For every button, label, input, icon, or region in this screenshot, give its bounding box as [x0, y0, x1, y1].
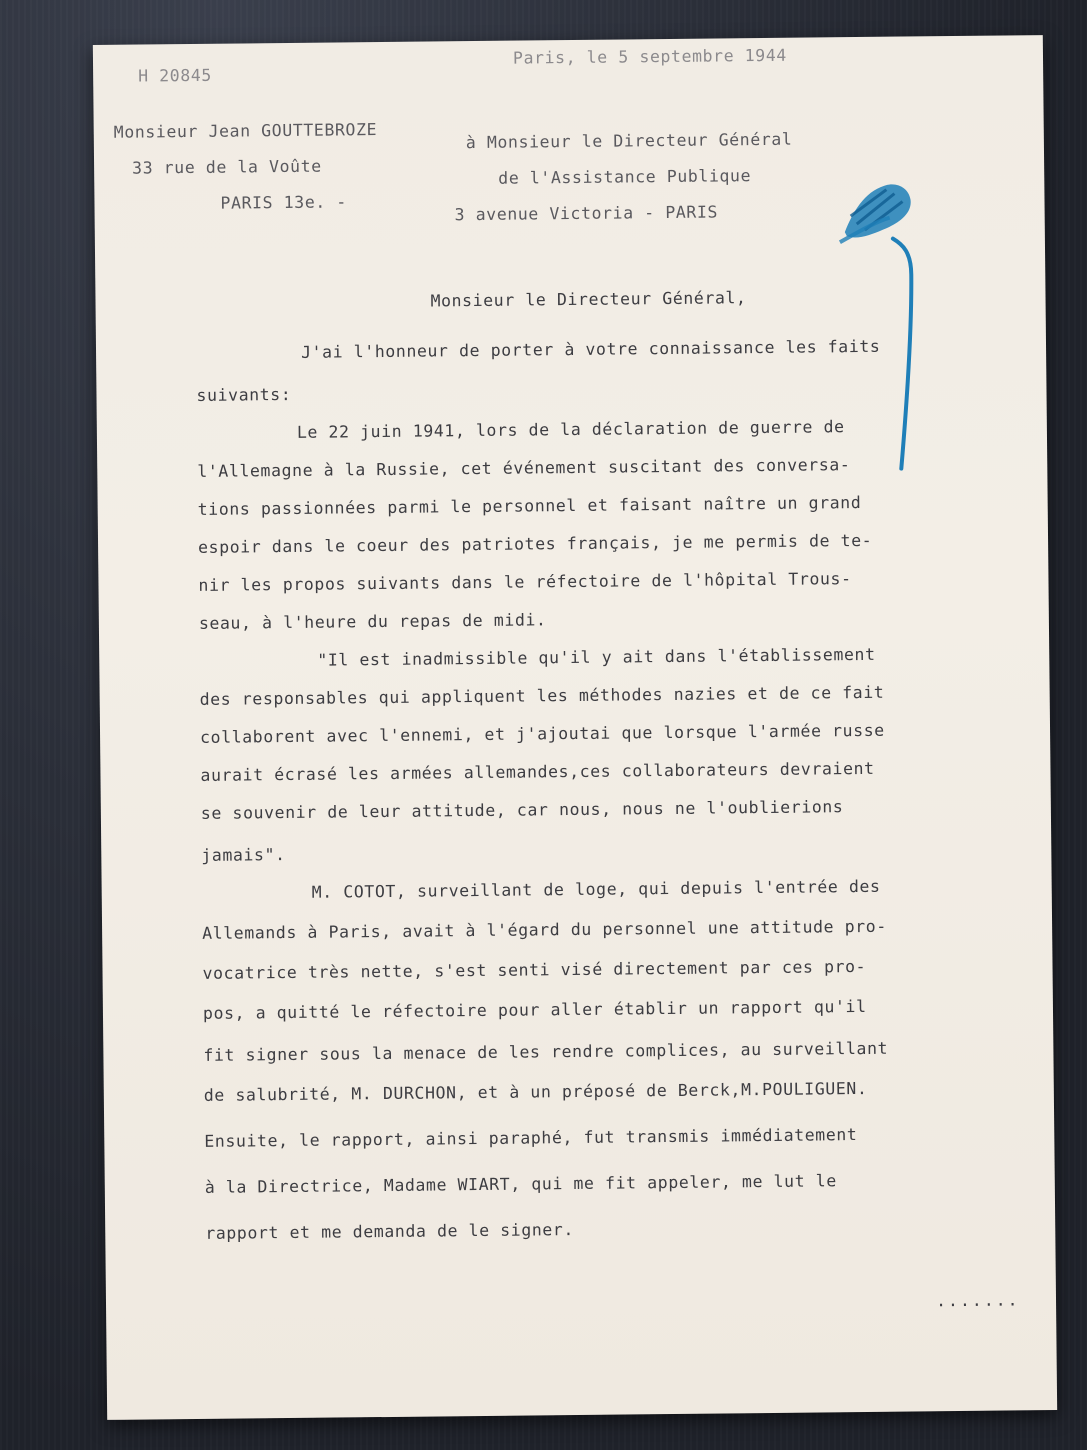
blue-margin-line-icon	[885, 234, 928, 474]
body-line: J'ai l'honneur de porter à votre connaissance les faits	[300, 336, 881, 362]
body-line: à la Directrice, Madame WIART, qui me fit appeler, me lut le	[204, 1171, 837, 1197]
reference-number: H 20845	[138, 65, 212, 86]
body-line: de salubrité, M. DURCHON, et à un préposé de Berck,M.POULIGUEN.	[203, 1078, 868, 1105]
body-line: rapport et me demanda de le signer.	[205, 1220, 575, 1243]
body-line: nir les propos suivants dans le réfectoire de l'hôpital Trous-	[198, 569, 852, 595]
continuation-dots: .......	[935, 1290, 1020, 1311]
body-line: espoir dans le coeur des patriotes français, je me permis de te-	[197, 530, 873, 557]
body-line: jamais".	[201, 845, 286, 865]
date-line: Paris, le 5 septembre 1944	[512, 45, 787, 68]
body-line: se souvenir de leur attitude, car nous, nous ne l'oublierions	[200, 797, 844, 823]
body-line: fit signer sous la menace de les rendre complices, au surveillant	[203, 1038, 889, 1065]
letter-page	[93, 35, 1057, 1420]
body-line: suivants:	[196, 384, 292, 405]
body-line: seau, à l'heure du repas de midi.	[198, 610, 547, 633]
recipient-line-1: à Monsieur le Directeur Général	[465, 129, 793, 153]
body-line: "Il est inadmissible qu'il y ait dans l'établissement	[317, 644, 876, 670]
body-line: des responsables qui appliquent les méthodes nazies et de ce fait	[199, 682, 885, 709]
body-line: tions passionnées parmi le personnel et faisant naître un grand	[197, 492, 862, 519]
body-line: Ensuite, le rapport, ainsi paraphé, fut transmis immédiatement	[204, 1125, 858, 1151]
recipient-line-3: 3 avenue Victoria - PARIS	[454, 202, 719, 225]
body-line: pos, a quitté le réfectoire pour aller établir un rapport qu'il	[202, 996, 867, 1023]
sender-city: PARIS 13e. -	[220, 192, 347, 213]
body-line: M. COTOT, surveillant de loge, qui depuis l'entrée des	[311, 876, 881, 902]
body-line: Allemands à Paris, avait à l'égard du personnel une attitude pro-	[202, 916, 887, 943]
sender-street: 33 rue de la Voûte	[132, 156, 322, 178]
body-line: vocatrice très nette, s'est senti visé directement par ces pro-	[202, 956, 867, 983]
body-line: aurait écrasé les armées allemandes,ces collaborateurs devraient	[200, 758, 875, 785]
salutation: Monsieur le Directeur Général,	[430, 288, 747, 311]
body-line: collaborent avec l'ennemi, et j'ajoutai que lorsque l'armée russe	[199, 720, 885, 747]
body-line: Le 22 juin 1941, lors de la déclaration de guerre de	[296, 417, 845, 442]
body-line: l'Allemagne à la Russie, cet événement suscitant des conversa-	[197, 455, 851, 481]
recipient-line-2: de l'Assistance Publique	[498, 166, 752, 188]
sender-name: Monsieur Jean GOUTTEBROZE	[113, 120, 378, 142]
